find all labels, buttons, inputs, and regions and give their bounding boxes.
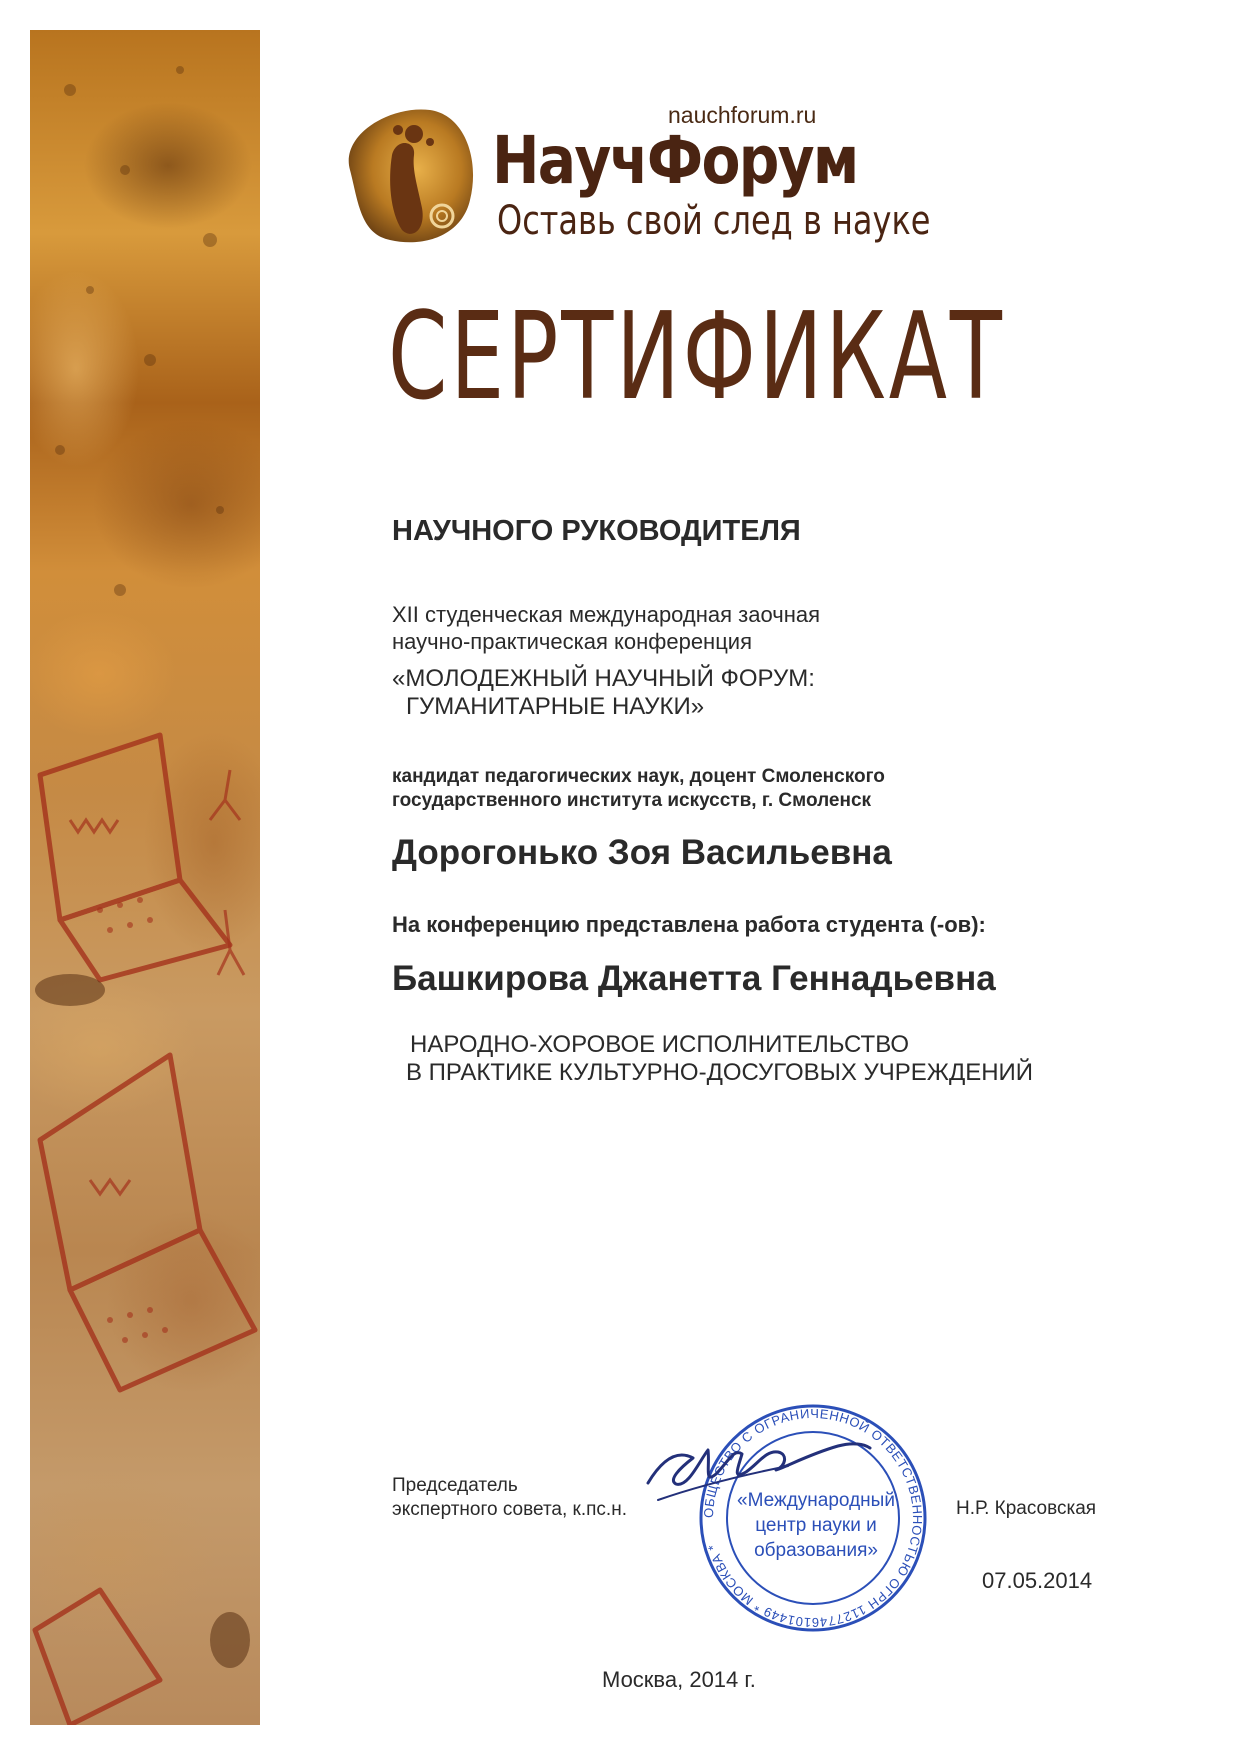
conference-description <box>392 601 820 655</box>
stamp-line-1: «Международный <box>737 1490 895 1511</box>
stamp-ring-textpath: ОБЩЕСТВО С ОГРАНИЧЕННОЙ ОТВЕТСТВЕННОСТЬЮ ОГРН 1127746101449 * МОСКВА * <box>700 1405 926 1631</box>
chair-line-1: Председатель <box>392 1475 518 1496</box>
student-intro: На конференцию представлена работа студента (-ов): <box>392 912 986 937</box>
chair-title <box>392 1474 627 1522</box>
supervisor-name: Дорогонько Зоя Васильевна <box>392 833 892 872</box>
conference-name-line-2: ГУМАНИТАРНЫЕ НАУКИ» <box>406 693 705 720</box>
logo-tagline: Оставь свой след в науке <box>497 198 931 244</box>
decorative-side-strip <box>30 30 260 1725</box>
conference-name <box>392 665 815 721</box>
supervisor-credentials <box>392 765 885 813</box>
conference-line-2: научно-практическая конференция <box>392 629 753 654</box>
work-title-line-2: В ПРАКТИКЕ КУЛЬТУРНО-ДОСУГОВЫХ УЧРЕЖДЕНИЙ <box>406 1059 1034 1086</box>
stamp-line-3: образования» <box>754 1540 878 1561</box>
official-stamp <box>638 1388 938 1648</box>
chair-line-2: экспертного совета, к.пс.н. <box>392 1499 627 1520</box>
recipient-role: НАУЧНОГО РУКОВОДИТЕЛЯ <box>392 515 801 547</box>
conference-name-line-1: «МОЛОДЕЖНЫЙ НАУЧНЫЙ ФОРУМ: <box>392 665 815 692</box>
footer-city-year: Москва, 2014 г. <box>602 1667 756 1692</box>
conference-line-1: XII студенческая международная заочная <box>392 602 821 627</box>
student-name: Башкирова Джанетта Геннадьевна <box>392 959 996 998</box>
certificate-title: СЕРТИФИКАТ <box>388 288 1005 427</box>
work-title-line-1: НАРОДНО-ХОРОВОЕ ИСПОЛНИТЕЛЬСТВО <box>410 1031 910 1058</box>
credentials-line-1: кандидат педагогических наук, доцент Смоленского <box>392 766 885 787</box>
issue-date: 07.05.2014 <box>982 1568 1093 1593</box>
rock-art-drawings <box>30 30 260 1725</box>
logo-name: НаучФорум <box>492 122 858 199</box>
signer-name: Н.Р. Красовская <box>956 1498 1097 1519</box>
work-title <box>406 1031 1033 1087</box>
logo-url: nauchforum.ru <box>668 102 817 128</box>
credentials-line-2: государственного института искусств, г. Смоленск <box>392 790 872 811</box>
stamp-line-2: центр науки и <box>755 1515 877 1536</box>
nauchforum-logo-icon <box>330 100 482 250</box>
